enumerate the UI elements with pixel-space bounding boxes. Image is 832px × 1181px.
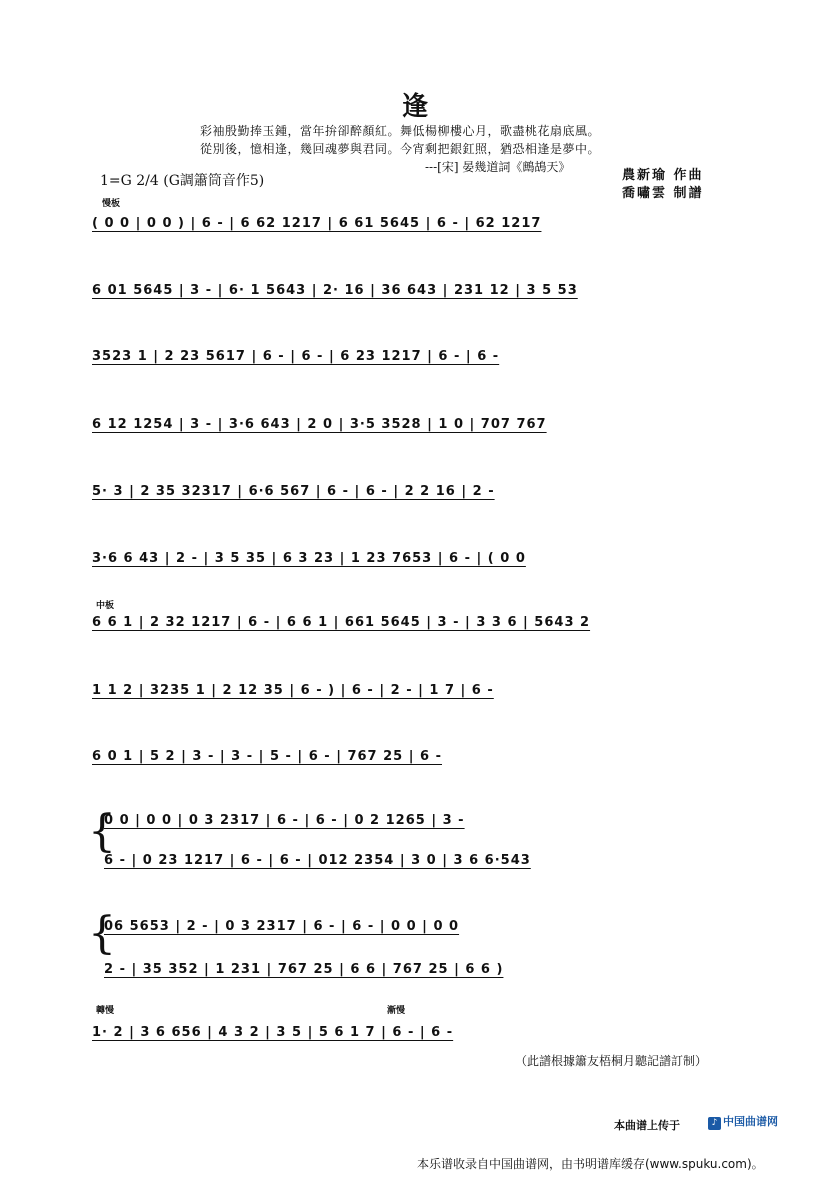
score-line-3: 3523 1 | 2 23 5617 | 6 - | 6 - | 6 23 1217 | 6 - | 6 - — [92, 348, 500, 364]
score-line-7: 6 6 1 | 2 32 1217 | 6 - | 6 6 1 | 661 5645 | 3 - | 3 3 6 | 5643 2 — [92, 614, 591, 630]
composer-credit: 農新瑜 作曲 — [622, 168, 704, 183]
site-logo[interactable] — [708, 1113, 778, 1130]
arranger-credit: 喬嘯雲 制譜 — [622, 186, 704, 201]
score-line-8: 1 1 2 | 3235 1 | 2 12 35 | 6 - ) | 6 - | 2 - | 1 7 | 6 - — [92, 682, 494, 698]
score-line-10-lower: 6 - | 0 23 1217 | 6 - | 6 - | 012 2354 | 3 0 | 3 6 6·543 — [104, 852, 531, 868]
poem-line-2: 從別後，憶相逢，幾回魂夢與君同。今宵剩把銀釭照，猶恐相逢是夢中。 — [200, 142, 601, 156]
page-title: 逢 — [401, 92, 430, 122]
score-line-4: 6 12 1254 | 3 - | 3·6 643 | 2 0 | 3·5 3528 | 1 0 | 707 767 — [92, 416, 547, 432]
score-line-10-upper: 0 0 | 0 0 | 0 3 2317 | 6 - | 6 - | 0 2 1265 | 3 - — [104, 812, 465, 828]
footer-notice: 本乐谱收录自中国曲谱网，由书明谱库缓存(www.spuku.com)。 — [417, 1157, 764, 1171]
score-line-11-upper: 06 5653 | 2 - | 0 3 2317 | 6 - | 6 - | 0 0 | 0 0 — [104, 918, 460, 934]
tempo-mark-gradually-slower: 漸慢 — [387, 1006, 406, 1016]
repeat-brace-lower: { — [88, 908, 116, 959]
tempo-mark-slow: 慢板 — [102, 199, 121, 209]
upload-label: 本曲谱上传于 — [614, 1119, 680, 1132]
score-line-2: 6 01 5645 | 3 - | 6· 1 5643 | 2· 16 | 36 643 | 231 12 | 3 5 53 — [92, 282, 578, 298]
tempo-mark-slower: 轉慢 — [96, 1006, 115, 1016]
score-line-9: 6 0 1 | 5 2 | 3 - | 3 - | 5 - | 6 - | 767 25 | 6 - — [92, 748, 442, 764]
score-line-11-lower: 2 - | 35 352 | 1 231 | 767 25 | 6 6 | 767 25 | 6 6 ) — [104, 961, 504, 977]
logo-icon: ♪ — [708, 1117, 721, 1130]
score-line-6: 3·6 6 43 | 2 - | 3 5 35 | 6 3 23 | 1 23 7653 | 6 - | ( 0 0 — [92, 550, 526, 566]
tempo-mark-moderate: 中板 — [96, 601, 115, 611]
score-line-1: ( 0 0 | 0 0 ) | 6 - | 6 62 1217 | 6 61 5645 | 6 - | 62 1217 — [92, 215, 542, 231]
score-line-12: 1· 2 | 3 6 656 | 4 3 2 | 3 5 | 5 6 1 7 | 6 - | 6 - — [92, 1024, 454, 1040]
score-line-5: 5· 3 | 2 35 32317 | 6·6 567 | 6 - | 6 - | 2 2 16 | 2 - — [92, 483, 495, 499]
poem-source: ---[宋] 晏幾道詞《鷓鴣天》 — [425, 160, 571, 174]
poem-line-1: 彩袖殷勤捧玉鍾，當年拚卻醉顏紅。舞低楊柳樓心月，歌盡桃花扇底風。 — [200, 124, 601, 138]
logo-text: 中国曲谱网 — [723, 1115, 778, 1128]
key-signature: 1=G 2/4 (G調簫筒音作5) — [100, 173, 265, 189]
repeat-brace-upper: { — [88, 806, 116, 857]
source-note: （此譜根據簫友梧桐月聽記譜訂制） — [515, 1054, 708, 1068]
